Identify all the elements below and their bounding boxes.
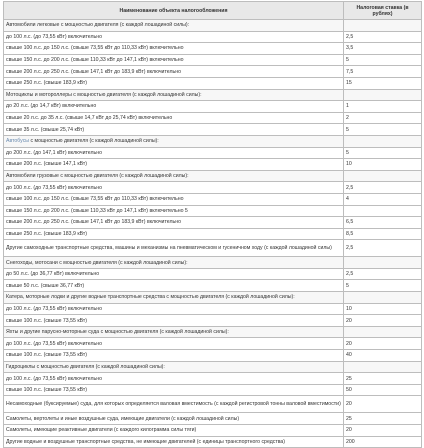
category-row [4, 135, 422, 147]
tax-rate-cell: 2,5 [344, 182, 422, 194]
object-name-cell [4, 193, 344, 205]
table-row [4, 436, 422, 448]
object-name-cell [4, 170, 344, 182]
category-row [4, 257, 422, 269]
object-name-text: свыше 100 л.с. (свыше 73,55 кВт) [6, 387, 87, 394]
object-name-cell [4, 292, 344, 304]
object-name-cell [4, 112, 344, 124]
object-name-cell [4, 205, 344, 217]
tax-rate-cell: 7,5 [344, 66, 422, 78]
tax-rate-cell: 5 [344, 280, 422, 292]
object-name-text: свыше 200 л.с. до 250 л.с. (свыше 147,1 кВт до 183,9 кВт) включительно [6, 219, 181, 226]
table-row [4, 425, 422, 437]
object-name-cell [4, 373, 344, 385]
tax-rate-table [3, 1, 422, 448]
object-name-text: до 100 л.с. (до 73,55 кВт) включительно [6, 305, 102, 312]
tax-rate-cell: 20 [344, 315, 422, 327]
tax-rate-cell: 200 [344, 436, 422, 448]
category-row [4, 89, 422, 101]
table-row [4, 268, 422, 280]
table-row [4, 413, 422, 425]
object-name-cell [4, 43, 344, 55]
category-row [4, 292, 422, 304]
table-row [4, 43, 422, 55]
object-name-text: до 100 л.с. (до 73,55 кВт) включительно [6, 33, 102, 40]
tax-rate-cell: 50 [344, 384, 422, 396]
table-body [4, 20, 422, 448]
table-row [4, 228, 422, 240]
object-name-text: до 20 л.с. (до 14,7 кВт) включительно [6, 103, 97, 110]
table-row [4, 205, 422, 217]
tax-rate-cell: 15 [344, 77, 422, 89]
tax-rate-cell [344, 170, 422, 182]
object-name-text: Самолеты, вертолеты и иные воздушные суда, имеющие двигатели (с каждой лошадиной силы) [6, 415, 240, 422]
object-name-cell [4, 124, 344, 136]
object-name-text: Автомобили легковые с мощностью двигателя (с каждой лошадиной силы): [6, 22, 190, 29]
object-name-cell [4, 77, 344, 89]
object-name-text: свыше 35 л.с. (свыше 25,74 кВт) [6, 126, 85, 133]
object-name-cell [4, 280, 344, 292]
table-row [4, 384, 422, 396]
object-name-text: свыше 250 л.с. (свыше 183,9 кВт) [6, 80, 87, 87]
object-name-text: Катера, моторные лодки и другие водные транспортные средства с мощностью двигателя (с каждой лошадиной силы): [6, 294, 295, 301]
tax-rate-cell: 6,5 [344, 217, 422, 229]
tax-rate-cell: 5 [344, 54, 422, 66]
category-row [4, 326, 422, 338]
tax-rate-cell [344, 135, 422, 147]
table-row [4, 112, 422, 124]
object-name-cell [4, 182, 344, 194]
object-name-text: до 200 л.с. (до 147,1 кВт) включительно [6, 149, 102, 156]
tax-rate-cell: 2 [344, 112, 422, 124]
tax-rate-cell: 5 [344, 124, 422, 136]
object-name-text: до 100 л.с. (до 73,55 кВт) включительно [6, 184, 102, 191]
object-name-text: до 100 л.с. (до 73,55 кВт) включительно [6, 375, 102, 382]
tax-rate-cell [344, 326, 422, 338]
table-row [4, 77, 422, 89]
table-header-row [4, 2, 422, 20]
object-name-cell [4, 20, 344, 32]
tax-rate-cell: 20 [344, 425, 422, 437]
object-name-text: свыше 20 л.с. до 35 л.с. (свыше 14,7 кВт до 25,74 кВт) включительно [6, 115, 173, 122]
object-name-text: Гидроциклы с мощностью двигателя (с каждой лошадиной силы): [6, 363, 165, 370]
object-name-cell [4, 159, 344, 171]
table-row [4, 66, 422, 78]
tax-rate-cell [344, 257, 422, 269]
table-row [4, 217, 422, 229]
object-name-text: свыше 200 л.с. до 250 л.с. (свыше 147,1 кВт до 183,9 кВт) включительно [6, 68, 181, 75]
table-row [4, 101, 422, 113]
tax-rate-cell: 3,5 [344, 43, 422, 55]
table-row [4, 240, 422, 257]
table-row [4, 159, 422, 171]
tax-rate-cell: 20 [344, 338, 422, 350]
category-row [4, 20, 422, 32]
object-name-text: свыше 100 л.с. (свыше 73,55 кВт) [6, 352, 87, 359]
tax-rate-cell [344, 205, 422, 217]
glossary-link[interactable]: Автобусы [6, 138, 30, 145]
tax-rate-cell: 25 [344, 413, 422, 425]
object-name-cell [4, 217, 344, 229]
category-row [4, 170, 422, 182]
tax-rate-cell [344, 89, 422, 101]
object-name-cell [4, 425, 344, 437]
table-row [4, 54, 422, 66]
object-name-cell [4, 135, 344, 147]
object-name-cell [4, 240, 344, 257]
object-name-text: Автомобили грузовые с мощностью двигателя (с каждой лошадиной силы): [6, 173, 189, 180]
object-name-text: Другие водные и воздушные транспортные средства, не имеющие двигателей (с единицы транспортного средства) [6, 438, 286, 445]
tax-rate-cell: 4 [344, 193, 422, 205]
tax-rate-cell: 40 [344, 350, 422, 362]
object-name-cell [4, 315, 344, 327]
table-row [4, 338, 422, 350]
object-name-cell [4, 228, 344, 240]
tax-rate-cell [344, 292, 422, 304]
object-name-cell [4, 101, 344, 113]
object-name-cell [4, 338, 344, 350]
object-name-cell [4, 303, 344, 315]
tax-rate-cell: 2,5 [344, 268, 422, 280]
table-row [4, 31, 422, 43]
object-name-text: до 100 л.с. (до 73,55 кВт) включительно [6, 340, 102, 347]
object-name-text: свыше 50 л.с. (свыше 36,77 кВт) [6, 282, 85, 289]
table-row [4, 396, 422, 413]
object-name-cell [4, 54, 344, 66]
tax-rate-cell: 8,5 [344, 228, 422, 240]
object-name-text: свыше 100 л.с. до 150 л.с. (свыше 73,55 кВт до 110,33 кВт) включительно [6, 45, 184, 52]
object-name-cell [4, 66, 344, 78]
tax-rate-cell: 10 [344, 303, 422, 315]
object-name-cell [4, 361, 344, 373]
object-name-text: Другие самоходные транспортные средства, машины и механизмы на пневматическом и гусеничном ходу (с каждой лошадиной силы) [6, 245, 332, 252]
table-row [4, 182, 422, 194]
header-tax-rate: Налоговая ставка (в рублях) [344, 2, 422, 20]
object-name-cell [4, 436, 344, 448]
table-row [4, 373, 422, 385]
table-row [4, 193, 422, 205]
tax-rate-cell: 2,5 [344, 31, 422, 43]
object-name-text: Мотоциклы и мотороллеры с мощностью двигателя (с каждой лошадиной силы): [6, 91, 202, 98]
object-name-text: до 50 л.с. (до 36,77 кВт) включительно [6, 271, 100, 278]
object-name-text: свыше 250 л.с. (свыше 183,9 кВт) [6, 230, 87, 237]
object-name-cell [4, 31, 344, 43]
object-name-text: с мощностью двигателя (с каждой лошадиной силы): [30, 138, 159, 145]
object-name-cell [4, 89, 344, 101]
object-name-text: свыше 100 л.с. до 150 л.с. (свыше 73,55 кВт до 110,33 кВт) включительно [6, 196, 184, 203]
tax-rate-cell [344, 361, 422, 373]
object-name-text: Снегоходы, мотосани с мощностью двигателя (с каждой лошадиной силы): [6, 259, 188, 266]
object-name-text: Самолеты, имеющие реактивные двигатели (с каждого килограмма силы тяги) [6, 427, 197, 434]
tax-rate-cell: 5 [344, 147, 422, 159]
object-name-cell [4, 326, 344, 338]
object-name-cell [4, 396, 344, 413]
object-name-text: свыше 150 л.с. до 200 л.с. (свыше 110,33 кВт до 147,1 кВт) включительно [6, 57, 184, 64]
object-name-cell [4, 350, 344, 362]
tax-rate-cell: 25 [344, 373, 422, 385]
tax-rate-cell: 20 [344, 396, 422, 413]
table-row [4, 280, 422, 292]
header-object-name: Наименование объекта налогообложения [4, 2, 344, 20]
table-row [4, 303, 422, 315]
object-name-text: Несамоходные (буксируемые) суда, для которых определяется валовая вместимость (с каждой регистровой тонны валовой вместимости) [6, 401, 341, 408]
table-row [4, 124, 422, 136]
object-name-text: свыше 100 л.с. (свыше 73,55 кВт) [6, 317, 87, 324]
tax-rate-cell [344, 20, 422, 32]
table-row [4, 315, 422, 327]
tax-rate-cell: 1 [344, 101, 422, 113]
tax-rate-cell: 2,5 [344, 240, 422, 257]
object-name-cell [4, 257, 344, 269]
table-row [4, 350, 422, 362]
object-name-cell [4, 147, 344, 159]
table-row [4, 147, 422, 159]
object-name-cell [4, 384, 344, 396]
object-name-cell [4, 413, 344, 425]
category-row [4, 361, 422, 373]
object-name-cell [4, 268, 344, 280]
object-name-text: свыше 200 л.с. (свыше 147,1 кВт) [6, 161, 87, 168]
object-name-text: свыше 150 л.с. до 200 л.с. (свыше 110,33 кВт до 147,1 кВт) включительно 5 [6, 207, 188, 214]
object-name-text: Яхты и другие парусно-моторные суда с мощностью двигателя (с каждой лошадиной силы): [6, 329, 229, 336]
tax-rate-cell: 10 [344, 159, 422, 171]
